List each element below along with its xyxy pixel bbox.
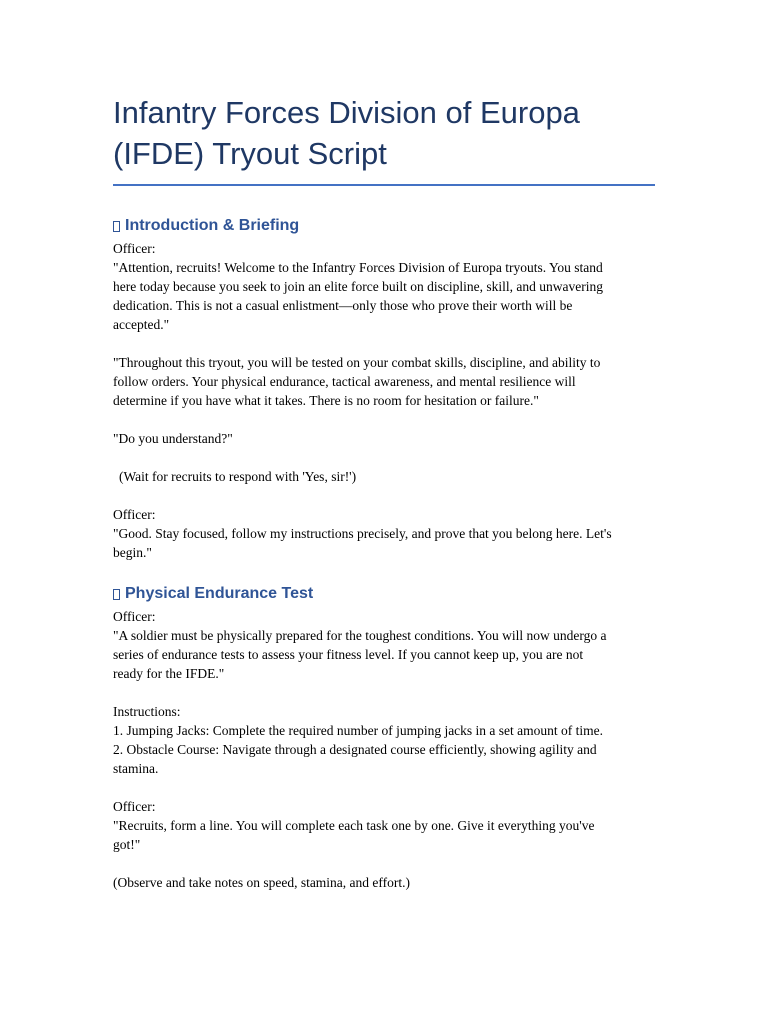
script-line: dedication. This is not a casual enlistment—only those who prove their worth will be [113,298,573,313]
section-heading [113,215,655,237]
section-heading-text: Introduction & Briefing [125,217,300,234]
script-line: accepted." [113,317,170,332]
section-heading-text: Physical Endurance Test [125,585,314,602]
blank-line [113,778,655,797]
script-line: ready for the IFDE." [113,666,225,681]
blank-line [113,854,655,873]
speaker-label: Officer: [113,609,156,624]
instructions-label: Instructions: [113,704,181,719]
blank-line [113,334,655,353]
blank-line [113,683,655,702]
script-line: determine if you have what it takes. There is no room for hesitation or failure." [113,393,539,408]
section-body [113,239,655,562]
stage-direction: (Wait for recruits to respond with 'Yes, sir!') [119,469,357,484]
box-glyph-icon [113,221,120,232]
script-line: "Recruits, form a line. You will complete each task one by one. Give it everything you've [113,818,595,833]
box-glyph-icon [113,589,120,600]
script-line: "Attention, recruits! Welcome to the Infantry Forces Division of Europa tryouts. You stand [113,260,603,275]
script-line: here today because you seek to join an elite force built on discipline, skill, and unwavering [113,279,603,294]
instruction-item: 1. Jumping Jacks: Complete the required number of jumping jacks in a set amount of time. [113,723,604,738]
title-line-2: (IFDE) Tryout Script [113,136,387,171]
blank-line [113,448,655,467]
script-line: begin." [113,545,152,560]
script-line: "Do you understand?" [113,431,233,446]
instruction-item: 2. Obstacle Course: Navigate through a designated course efficiently, showing agility and [113,742,597,757]
script-line: got!" [113,837,141,852]
script-line: series of endurance tests to assess your fitness level. If you cannot keep up, you are not [113,647,584,662]
section-physical-endurance [113,583,655,892]
section-heading [113,583,655,605]
speaker-label: Officer: [113,241,156,256]
blank-line [113,410,655,429]
script-line: follow orders. Your physical endurance, tactical awareness, and mental resilience will [113,374,576,389]
speaker-label: Officer: [113,507,156,522]
speaker-label: Officer: [113,799,156,814]
title-divider [113,184,655,186]
script-line: "Throughout this tryout, you will be tested on your combat skills, discipline, and ability to [113,355,601,370]
document-page [113,92,655,892]
section-body [113,607,655,892]
document-title [113,92,655,174]
script-line: "Good. Stay focused, follow my instructions precisely, and prove that you belong here. Let's [113,526,612,541]
title-line-1: Infantry Forces Division of Europa [113,95,580,130]
script-line: "A soldier must be physically prepared for the toughest conditions. You will now undergo a [113,628,607,643]
section-introduction [113,215,655,562]
blank-line [113,486,655,505]
stage-direction: (Observe and take notes on speed, stamina, and effort.) [113,875,411,890]
instruction-item-continued: stamina. [113,761,159,776]
